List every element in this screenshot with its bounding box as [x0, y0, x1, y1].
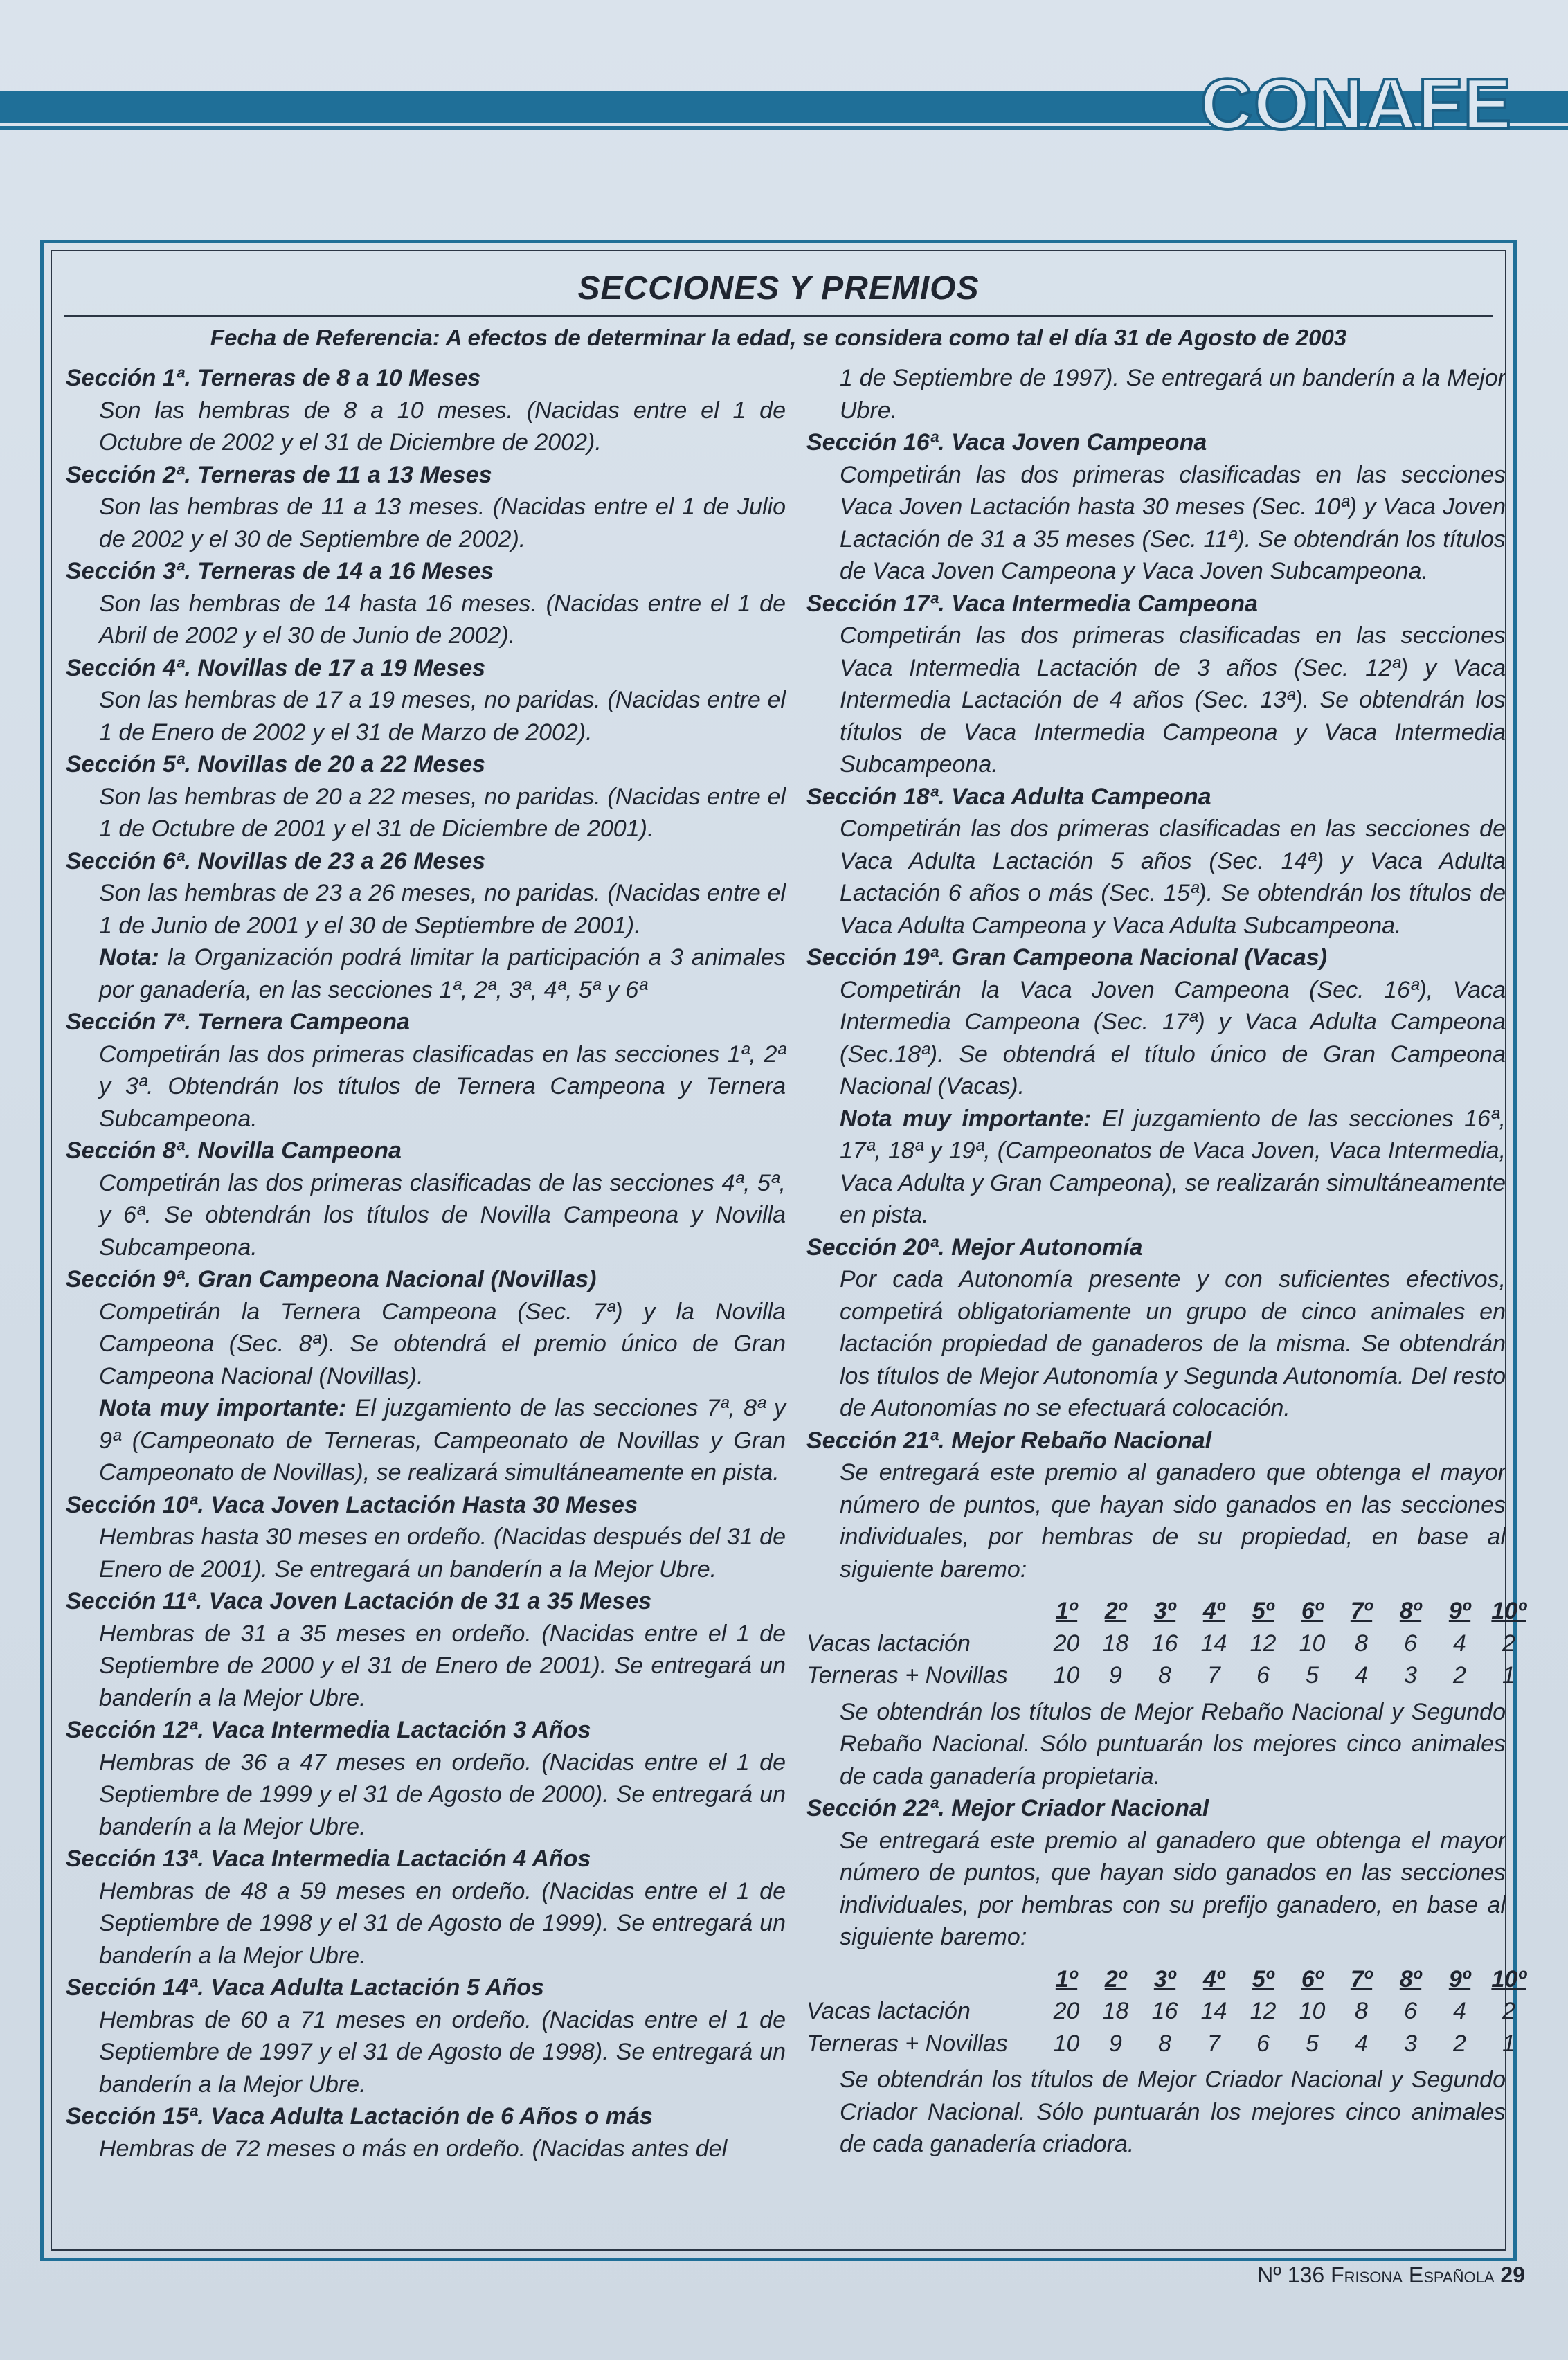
section-body [840, 362, 1506, 426]
section-entry [806, 426, 1506, 588]
points-table-cell: 16 [1151, 1630, 1178, 1657]
points-table-row [806, 1659, 1515, 1692]
points-table-cell: 10 [1053, 2030, 1080, 2057]
points-table-cell: 9 [1109, 1662, 1122, 1688]
points-table-cell: 6 [1404, 1998, 1417, 2024]
points-table-cell: 18 [1102, 1630, 1129, 1657]
section-title: Sección 22ª. Mejor Criador Nacional [806, 1795, 1209, 1821]
page-title: SECCIONES Y PREMIOS [577, 270, 980, 307]
points-table-cell: 3 [1404, 2030, 1417, 2057]
section-body [99, 1038, 786, 1135]
section-entry [66, 845, 786, 1007]
points-table-row [806, 1628, 1515, 1660]
points-table [806, 1963, 1526, 2060]
points-table-heading: 6º [1301, 1598, 1324, 1624]
section-text: Competirán la Vaca Joven Campeona (Sec. 16ª), Vaca Intermedia Campeona (Sec. 17ª) y Vaca Adulta Campeona (Sec.18ª). Se obtendrá el título único de Gran Campeona Nacional (Vacas). [840, 976, 1506, 1099]
points-table-heading: 1º [1055, 1965, 1078, 1992]
points-table-cell: 2 [1453, 1662, 1466, 1688]
section-text: Son las hembras de 17 a 19 meses, no paridas. (Nacidas entre el 1 de Enero de 2002 y el 31 de Marzo de 2002). [99, 687, 786, 746]
points-table-heading: 1º [1055, 1598, 1078, 1624]
points-table-cell: 8 [1355, 1630, 1368, 1657]
section-text: Competirán las dos primeras clasificadas en las secciones de Vaca Adulta Lactación 5 años (Sec. 14ª) y Vaca Adulta Lactación 6 años o más (Sec. 15ª). Se obtendrán los títulos de Vaca Adulta Campeona y Vaca Adulta Subcampeona. [840, 816, 1506, 939]
section-title: Sección 18ª. Vaca Adulta Campeona [806, 783, 1211, 810]
section-body [840, 620, 1506, 781]
points-table-heading: 5º [1252, 1598, 1274, 1624]
section-text: Competirán las dos primeras clasificadas en las secciones 1ª, 2ª y 3ª. Obtendrán los títulos de Ternera Campeona y Ternera Subcampeona. [99, 1041, 786, 1132]
section-body [99, 491, 786, 555]
section-entry [66, 652, 786, 749]
section-title: Sección 2ª. Terneras de 11 a 13 Meses [66, 461, 492, 488]
points-table-cell: 5 [1306, 1662, 1319, 1688]
section-note [840, 1103, 1506, 1232]
points-table-heading: 4º [1202, 1965, 1225, 1992]
section-entry [66, 1006, 786, 1135]
points-table-cell: 8 [1158, 1662, 1171, 1688]
section-text: Son las hembras de 11 a 13 meses. (Nacidas entre el 1 de Julio de 2002 y el 30 de Septiembre de 2002). [99, 494, 786, 552]
section-title: Sección 16ª. Vaca Joven Campeona [806, 429, 1207, 456]
section-title: Sección 6ª. Novillas de 23 a 26 Meses [66, 847, 486, 874]
section-note [99, 1392, 786, 1489]
points-table-heading: 5º [1252, 1965, 1274, 1992]
section-entry [66, 1585, 786, 1714]
right-column [806, 362, 1526, 2161]
section-entry [806, 588, 1506, 781]
points-table-heading: 9º [1448, 1965, 1471, 1992]
points-table-header [806, 1963, 1526, 1996]
section-conclusion [840, 2064, 1506, 2161]
section-body [99, 588, 786, 652]
title-rule [64, 315, 1493, 317]
section-title: Sección 1ª. Terneras de 8 a 10 Meses [66, 365, 481, 391]
section-body [99, 877, 786, 942]
section-text: Son las hembras de 20 a 22 meses, no paridas. (Nacidas entre el 1 de Octubre de 2001 y el 31 de Diciembre de 2001). [99, 783, 786, 842]
section-text: Por cada Autonomía presente y con suficientes efectivos, competirá obligatoriamente un grupo de cinco animales en lactación propiedad de ganaderos de la misma. Se obtendrán los títulos de Mejor Autonomía y Segunda Autonomía. Del resto de Autonomías no se efectuará colocación. [840, 1266, 1506, 1421]
points-table-cell: 4 [1453, 1630, 1466, 1657]
section-entry [66, 1135, 786, 1263]
note-text: la Organización podrá limitar la participación a 3 animales por ganadería, en las secciones 1ª, 2ª, 3ª, 4ª, 5ª y 6ª [99, 944, 786, 1003]
points-table-cell: 5 [1306, 2030, 1319, 2057]
note-label: Nota: [99, 944, 159, 971]
points-table-heading: 8º [1399, 1598, 1422, 1624]
points-table-cell: 8 [1355, 1998, 1368, 2024]
points-table-cell: 2 [1453, 2030, 1466, 2057]
points-table-cell: 4 [1453, 1998, 1466, 2024]
section-text: Competirán las dos primeras clasificadas de las secciones 4ª, 5ª, y 6ª. Se obtendrán los títulos de Novilla Campeona y Novilla Subcampeona. [99, 1169, 786, 1261]
points-table-cell: 16 [1151, 1998, 1178, 2024]
points-table-cell: 7 [1207, 1662, 1220, 1688]
section-title: Sección 15ª. Vaca Adulta Lactación de 6 Años o más [66, 2103, 653, 2129]
section-text: Competirán las dos primeras clasificadas en las secciones Vaca Intermedia Lactación de 3 años (Sec. 12ª) y Vaca Intermedia Lactación de 4 años (Sec. 13ª). Se obtendrán los títulos de Vaca Intermedia Campeona y Vaca Intermedia Subcampeona. [840, 622, 1506, 777]
reference-date-subtitle: Fecha de Referencia: A efectos de determinar la edad, se considera como tal el día 31 de Agosto de 2003 [210, 325, 1347, 350]
section-body [99, 2133, 786, 2165]
section-body [840, 1263, 1506, 1425]
section-title: Sección 20ª. Mejor Autonomía [806, 1234, 1143, 1261]
section-conclusion-text: Se obtendrán los títulos de Mejor Rebaño Nacional y Segundo Rebaño Nacional. Sólo puntuarán los mejores cinco animales de cada ganadería propietaria. [840, 1698, 1506, 1790]
note-label: Nota muy importante: [99, 1395, 347, 1421]
section-body [840, 974, 1506, 1103]
points-table-heading: 7º [1350, 1965, 1373, 1992]
magazine-name: Frisona Española [1331, 2262, 1495, 2287]
section-body [99, 1521, 786, 1585]
points-table-cell: 18 [1102, 1998, 1129, 2024]
points-table-cell: 7 [1207, 2030, 1220, 2057]
section-entry [66, 555, 786, 652]
points-table-cell: 10 [1299, 1630, 1326, 1657]
points-table-cell: 10 [1299, 1998, 1326, 2024]
section-text: Hembras de 48 a 59 meses en ordeño. (Nacidas entre el 1 de Septiembre de 1998 y el 31 de Agosto de 1999). Se entregará un banderín a la Mejor Ubre. [99, 1877, 786, 1969]
section-entry [806, 1425, 1526, 1793]
section-text: Se entregará este premio al ganadero que obtenga el mayor número de puntos, que hayan sido ganados en las secciones individuales, por hembras de su propiedad, en base al siguiente baremo: [840, 1459, 1506, 1583]
issue-number: Nº 136 [1257, 2262, 1325, 2287]
section-body [99, 1747, 786, 1844]
points-table-cell: 12 [1250, 1630, 1277, 1657]
conafe-logo: CONAFE [1200, 64, 1513, 145]
section-entry [806, 1232, 1506, 1425]
section-entry [66, 2100, 786, 2165]
section-title: Sección 21ª. Mejor Rebaño Nacional [806, 1427, 1212, 1454]
left-column [66, 362, 786, 2165]
points-table-row-label: Vacas lactación [806, 1630, 971, 1657]
section-text: Hembras de 31 a 35 meses en ordeño. (Nacidas entre el 1 de Septiembre de 2000 y el 31 de Enero de 2001). Se entregará un banderín a la Mejor Ubre. [99, 1620, 786, 1711]
section-body [99, 2004, 786, 2101]
section-title: Sección 9ª. Gran Campeona Nacional (Novillas) [66, 1266, 597, 1292]
section-text: Hembras hasta 30 meses en ordeño. (Nacidas después del 31 de Enero de 2001). Se entregará un banderín a la Mejor Ubre. [99, 1524, 786, 1583]
section-note [99, 942, 786, 1006]
section-title: Sección 10ª. Vaca Joven Lactación Hasta 30 Meses [66, 1491, 638, 1518]
points-table [806, 1595, 1526, 1692]
points-table-row-label: Vacas lactación [806, 1998, 971, 2024]
section-text: Hembras de 36 a 47 meses en ordeño. (Nacidas entre el 1 de Septiembre de 1999 y el 31 de Agosto de 2000). Se entregará un banderín a la Mejor Ubre. [99, 1749, 786, 1840]
section-body [99, 684, 786, 748]
section-body [99, 1618, 786, 1715]
section-text: 1 de Septiembre de 1997). Se entregará un banderín a la Mejor Ubre. [840, 365, 1506, 424]
points-table-cell: 14 [1200, 1630, 1227, 1657]
section-entry [806, 781, 1506, 942]
section-body [99, 781, 786, 845]
note-label: Nota muy importante: [840, 1105, 1092, 1132]
points-table-heading: 2º [1104, 1598, 1127, 1624]
points-table-cell: 6 [1256, 1662, 1270, 1688]
points-table-heading: 10º [1491, 1598, 1526, 1624]
section-text: Se entregará este premio al ganadero que obtenga el mayor número de puntos, que hayan sido ganados en las secciones individuales, por hembras con su prefijo ganadero, en base al siguiente baremo: [840, 1827, 1506, 1950]
section-entry [66, 1263, 786, 1489]
sections-frame-inner [51, 250, 1526, 2251]
section-conclusion-text: Se obtendrán los títulos de Mejor Criador Nacional y Segundo Criador Nacional. Sólo puntuarán los mejores cinco animales de cada ganadería criadora. [840, 2066, 1506, 2157]
points-table-row-label: Terneras + Novillas [806, 2030, 1008, 2057]
points-table-heading: 3º [1153, 1598, 1176, 1624]
section-body [99, 1167, 786, 1264]
section-entry [66, 1843, 786, 1972]
page-number: 29 [1500, 2262, 1525, 2287]
points-table-cell: 20 [1053, 1998, 1080, 2024]
section-title: Sección 17ª. Vaca Intermedia Campeona [806, 590, 1258, 617]
page-footer [1257, 2262, 1525, 2288]
points-table-cell: 1 [1502, 2030, 1515, 2057]
points-table-cell: 20 [1053, 1630, 1080, 1657]
section-title: Sección 19ª. Gran Campeona Nacional (Vacas) [806, 944, 1328, 971]
section-title: Sección 11ª. Vaca Joven Lactación de 31 a 35 Meses [66, 1588, 652, 1614]
points-table-row [806, 1995, 1515, 2028]
points-table-heading: 4º [1202, 1598, 1225, 1624]
section-body [840, 459, 1506, 588]
section-entry [806, 1792, 1526, 2161]
note-text: El juzgamiento de las secciones 16ª, 17ª, 18ª y 19ª, (Campeonatos de Vaca Joven, Vaca Intermedia, Vaca Adulta y Gran Campeona), se realizarán simultáneamente en pista. [840, 1105, 1506, 1228]
section-title: Sección 12ª. Vaca Intermedia Lactación 3 Años [66, 1717, 591, 1743]
section-conclusion [840, 1696, 1506, 1793]
section-text: Son las hembras de 8 a 10 meses. (Nacidas entre el 1 de Octubre de 2002 y el 31 de Diciembre de 2002). [99, 397, 786, 456]
section-body [840, 813, 1506, 942]
points-table-header [806, 1595, 1526, 1628]
section-body [99, 395, 786, 459]
points-table-cell: 12 [1250, 1998, 1277, 2024]
section-body [99, 1296, 786, 1393]
points-table-cell: 4 [1355, 1662, 1368, 1688]
points-table-cell: 1 [1502, 1662, 1515, 1688]
points-table-heading: 10º [1491, 1965, 1526, 1992]
points-table-cell: 2 [1502, 1998, 1515, 2024]
section-entry [66, 459, 786, 556]
section-title: Sección 5ª. Novillas de 20 a 22 Meses [66, 751, 486, 777]
section-entry [66, 1489, 786, 1586]
section-entry [66, 1972, 786, 2100]
points-table-cell: 14 [1200, 1998, 1227, 2024]
section-title: Sección 14ª. Vaca Adulta Lactación 5 Años [66, 1974, 544, 2001]
points-table-cell: 9 [1109, 2030, 1122, 2057]
points-table-cell: 3 [1404, 1662, 1417, 1688]
points-table-heading: 3º [1153, 1965, 1176, 1992]
points-table-cell: 6 [1404, 1630, 1417, 1657]
points-table-row-label: Terneras + Novillas [806, 1662, 1008, 1688]
sections-frame [40, 240, 1526, 2261]
section-body [99, 1875, 786, 1972]
section-title: Sección 7ª. Ternera Campeona [66, 1009, 410, 1035]
section-entry [66, 748, 786, 845]
points-table-row [806, 2028, 1515, 2060]
section-body [840, 1457, 1506, 1585]
points-table-cell: 8 [1158, 2030, 1171, 2057]
section-entry [806, 942, 1506, 1232]
section-text: Competirán las dos primeras clasificadas en las secciones Vaca Joven Lactación hasta 30 meses (Sec. 10ª) y Vaca Joven Lactación de 31 a 35 meses (Sec. 11ª). Se obtendrán los títulos de Vaca Joven Campeona y Vaca Joven Subcampeona. [840, 461, 1506, 584]
section-entry [806, 362, 1506, 426]
section-text: Son las hembras de 23 a 26 meses, no paridas. (Nacidas entre el 1 de Junio de 2001 y el 30 de Septiembre de 2001). [99, 880, 786, 939]
section-title: Sección 3ª. Terneras de 14 a 16 Meses [66, 558, 494, 584]
points-table-heading: 7º [1350, 1598, 1373, 1624]
section-body [840, 1825, 1506, 1954]
points-table-cell: 10 [1053, 1662, 1080, 1688]
points-table-heading: 6º [1301, 1965, 1324, 1992]
section-entry [66, 1714, 786, 1843]
points-table-cell: 6 [1256, 2030, 1270, 2057]
section-title: Sección 13ª. Vaca Intermedia Lactación 4 Años [66, 1846, 591, 1872]
section-text: Hembras de 60 a 71 meses en ordeño. (Nacidas entre el 1 de Septiembre de 1997 y el 31 de Agosto de 1998). Se entregará un banderín a la Mejor Ubre. [99, 2006, 786, 2098]
section-text: Son las hembras de 14 hasta 16 meses. (Nacidas entre el 1 de Abril de 2002 y el 30 de Junio de 2002). [99, 590, 786, 649]
section-title: Sección 4ª. Novillas de 17 a 19 Meses [66, 654, 486, 681]
section-text: Hembras de 72 meses o más en ordeño. (Nacidas antes del [99, 2135, 728, 2162]
points-table-heading: 2º [1104, 1965, 1127, 1992]
points-table-cell: 4 [1355, 2030, 1368, 2057]
section-text: Competirán la Ternera Campeona (Sec. 7ª) y la Novilla Campeona (Sec. 8ª). Se obtendrá el premio único de Gran Campeona Nacional (Novillas). [99, 1298, 786, 1389]
points-table-cell: 2 [1502, 1630, 1515, 1657]
section-title: Sección 8ª. Novilla Campeona [66, 1137, 402, 1164]
points-table-heading: 9º [1448, 1598, 1471, 1624]
section-entry [66, 362, 786, 459]
note-text: El juzgamiento de las secciones 7ª, 8ª y 9ª (Campeonato de Terneras, Campeonato de Novillas y Gran Campeonato de Novillas), se realizará simultáneamente en pista. [99, 1395, 786, 1486]
points-table-heading: 8º [1399, 1965, 1422, 1992]
